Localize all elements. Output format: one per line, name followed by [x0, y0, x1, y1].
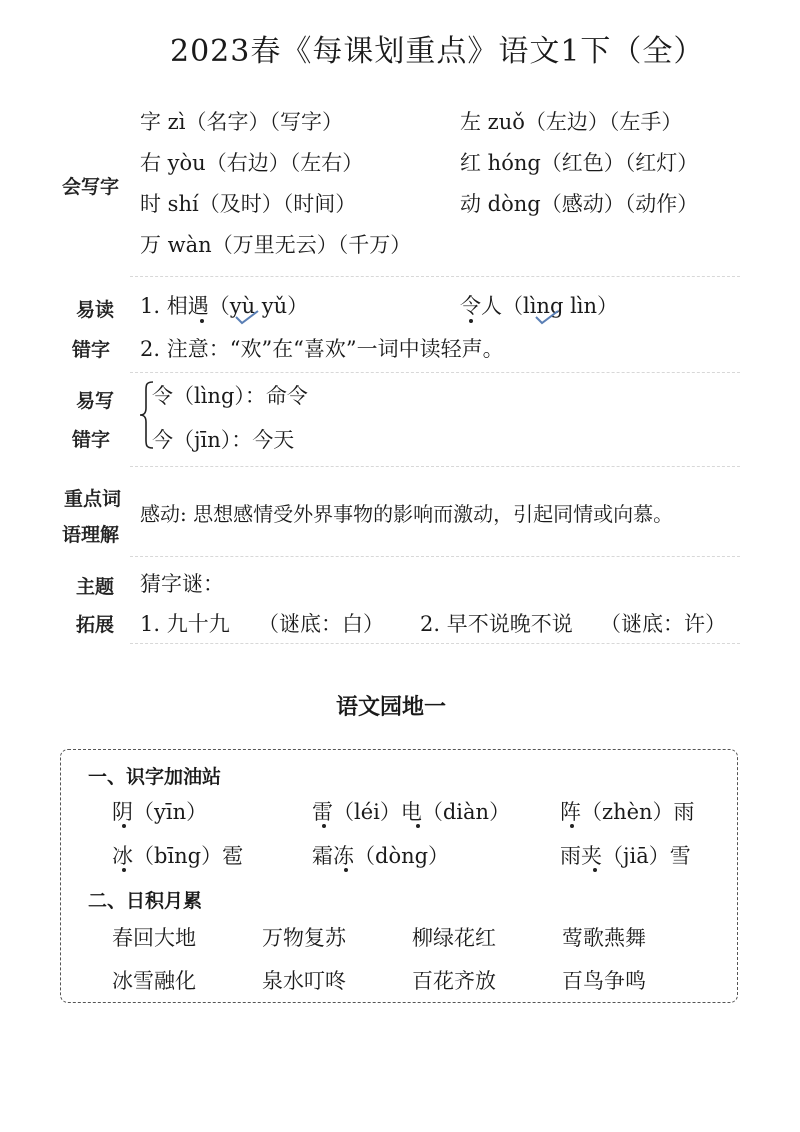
literacy-item: 霜冻（dòng）: [312, 844, 450, 868]
emphasis-dot: [200, 319, 204, 323]
divider: [130, 276, 740, 277]
emphasis-dot: [416, 824, 420, 828]
emphasis-dot: [593, 868, 597, 872]
write-item: 时 shí（及时）（时间）: [140, 192, 357, 216]
divider: [130, 556, 740, 557]
section-label-miswrite-1: 易写: [76, 390, 115, 412]
section-label-write: 会写字: [62, 176, 120, 198]
literacy-item: 雨夹（jiā）雪: [560, 844, 691, 868]
misread-item: 1. 相遇（yù yǔ）: [140, 294, 309, 318]
phrase: 春回大地: [112, 926, 196, 950]
garden-title: 语文园地一: [336, 695, 447, 720]
phrase: 冰雪融化: [112, 969, 196, 993]
emphasis-dot: [122, 824, 126, 828]
emphasis-dot: [344, 868, 348, 872]
write-item: 右 yòu（右边）（左右）: [140, 151, 364, 175]
section-label-topic-1: 主题: [76, 576, 115, 598]
section-label-vocab-2: 语理解: [62, 524, 120, 546]
write-item: 红 hóng（红色）（红灯）: [460, 151, 699, 175]
write-item: 动 dòng（感动）（动作）: [460, 192, 699, 216]
section-label-misread-1: 易读: [76, 299, 115, 321]
emphasis-dot: [322, 824, 326, 828]
section-label-misread-2: 错字: [72, 339, 111, 361]
vocab-definition: 感动: 思想感情受外界事物的影响而激动，引起同情或向慕。: [140, 502, 674, 526]
checkmark-icon: [534, 309, 560, 325]
riddle-intro: 猜字谜：: [140, 572, 224, 596]
literacy-heading: 一、识字加油站: [88, 766, 222, 788]
emphasis-dot: [122, 868, 126, 872]
phrase: 泉水叮咚: [262, 969, 346, 993]
miswrite-line: 今（jīn）：今天: [152, 428, 295, 452]
literacy-item: 雷（léi）电（diàn）: [312, 800, 511, 824]
phrase: 百鸟争鸣: [562, 969, 646, 993]
divider: [130, 643, 740, 644]
page-title: 2023春《每课划重点》语文1下（全）: [170, 34, 705, 69]
accumulate-heading: 二、日积月累: [88, 890, 203, 912]
section-label-vocab-1: 重点词: [64, 488, 122, 510]
riddle-question: 1. 九十九: [140, 612, 230, 636]
literacy-item: 冰（bīng）雹: [112, 844, 244, 868]
phrase: 万物复苏: [262, 926, 346, 950]
riddle-answer: （谜底：白）: [258, 612, 384, 636]
checkmark-icon: [234, 309, 260, 325]
write-item: 左 zuǒ（左边）（左手）: [460, 110, 683, 134]
divider: [130, 372, 740, 373]
divider: [130, 466, 740, 467]
riddle-question: 2. 早不说晚不说: [420, 612, 573, 636]
emphasis-dot: [469, 319, 473, 323]
emphasis-dot: [570, 824, 574, 828]
phrase: 柳绿花红: [412, 926, 496, 950]
miswrite-line: 令（lìng）：命令: [152, 384, 308, 408]
misread-note: 2. 注意：“欢”在“喜欢”一词中读轻声。: [140, 337, 504, 361]
phrase: 莺歌燕舞: [562, 926, 646, 950]
write-item: 字 zì（名字）（写字）: [140, 110, 343, 134]
section-label-miswrite-2: 错字: [72, 429, 111, 451]
literacy-item: 阵（zhèn）雨: [560, 800, 695, 824]
literacy-item: 阴（yīn）: [112, 800, 208, 824]
section-label-topic-2: 拓展: [76, 614, 115, 636]
write-item: 万 wàn（万里无云）（千万）: [140, 233, 412, 257]
misread-item: 令人（lìng lìn）: [460, 294, 619, 318]
riddle-answer: （谜底：许）: [600, 612, 726, 636]
phrase: 百花齐放: [412, 969, 496, 993]
